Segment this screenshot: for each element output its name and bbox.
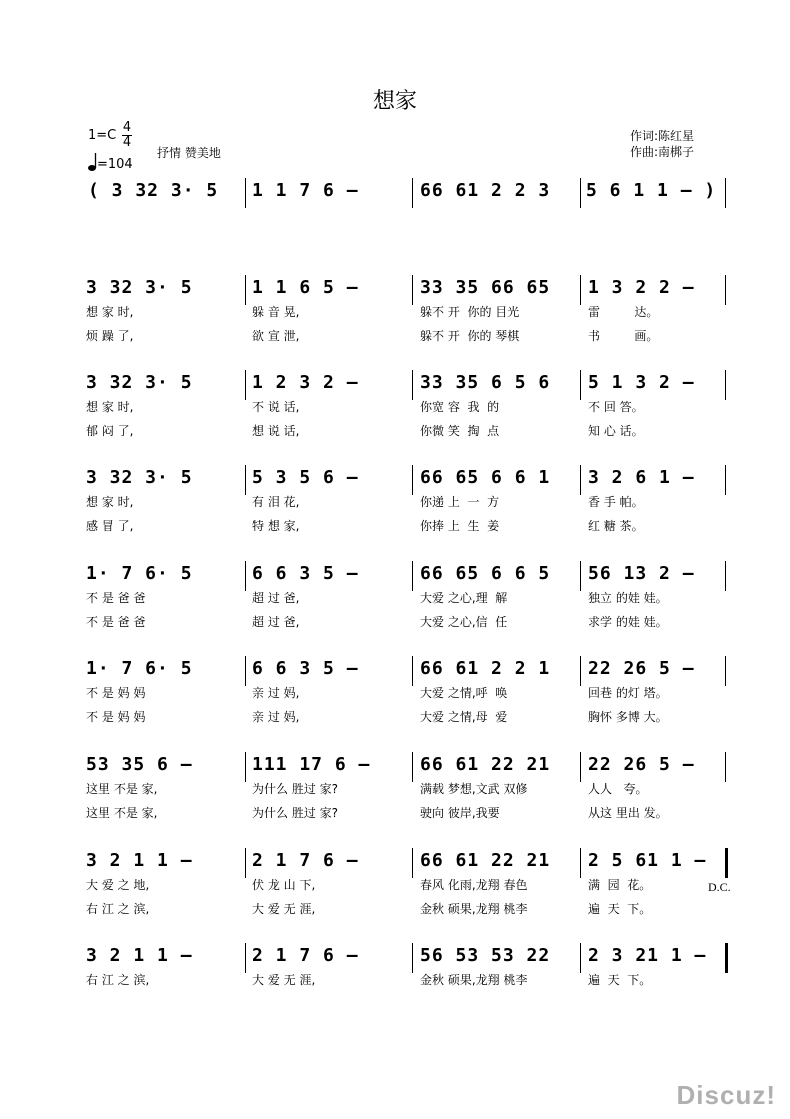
intro-measure-2: 1 1 7 6 – (252, 180, 359, 201)
barline (725, 370, 726, 400)
lyric-verse-1: 遍 天 下。 (588, 973, 652, 987)
lyric-verse-2: 为什么 胜过 家? (252, 806, 338, 820)
barline (580, 848, 581, 878)
lyric-verse-2: 感 冒 了, (86, 519, 134, 533)
quarter-note-icon (88, 152, 97, 172)
barline (725, 656, 726, 686)
final-barline (725, 848, 728, 878)
intro-measure-3: 66 61 2 2 3 (420, 180, 551, 201)
barline (580, 943, 581, 973)
lyric-verse-1: 大 爱 无 涯, (252, 973, 316, 987)
barline (245, 370, 246, 400)
measure-notes: 33 35 66 65 (420, 277, 551, 298)
measure-notes: 3 2 6 1 – (588, 467, 695, 488)
barline (412, 275, 413, 305)
measure-notes: 1 2 3 2 – (252, 372, 359, 393)
lyric-verse-2: 红 糖 茶。 (588, 519, 644, 533)
lyric-verse-1: 回巷 的灯 塔。 (588, 686, 668, 700)
barline (580, 275, 581, 305)
lyric-verse-2: 大爱 之情,母 爱 (420, 710, 508, 724)
measure-notes: 66 61 2 2 1 (420, 658, 551, 679)
intro-measure-4: 5 6 1 1 – ) (586, 180, 717, 201)
barline (725, 752, 726, 782)
key-signature: 1=C (88, 128, 117, 143)
measure-notes: 22 26 5 – (588, 658, 695, 679)
lyric-verse-1: 右 江 之 滨, (86, 973, 150, 987)
barline (725, 275, 726, 305)
lyric-verse-2: 大爱 之心,信 任 (420, 615, 508, 629)
lyric-verse-2: 这里 不是 家, (86, 806, 158, 820)
lyric-verse-1: 亲 过 妈, (252, 686, 300, 700)
measure-notes: 2 1 7 6 – (252, 945, 359, 966)
barline (412, 752, 413, 782)
barline (245, 943, 246, 973)
barline (725, 465, 726, 495)
lyric-verse-2: 你微 笑 掏 点 (420, 424, 500, 438)
barline (725, 561, 726, 591)
measure-notes: 53 35 6 – (86, 754, 193, 775)
barline (412, 370, 413, 400)
measure-notes: 1· 7 6· 5 (86, 658, 193, 679)
lyric-verse-2: 金秋 硕果,龙翔 桃李 (420, 902, 528, 916)
lyric-verse-1: 人人 夸。 (588, 782, 648, 796)
song-title: 想家 (372, 89, 417, 114)
measure-notes: 2 3 21 1 – (588, 945, 707, 966)
measure-notes: 66 61 22 21 (420, 850, 551, 871)
lyric-verse-2: 书 画。 (588, 329, 659, 343)
lyric-verse-2: 不 是 妈 妈 (86, 710, 146, 724)
lyric-verse-1: 雷 达。 (588, 305, 659, 319)
lyric-verse-2: 超 过 爸, (252, 615, 300, 629)
lyricist: 作词:陈红星 (630, 129, 695, 143)
lyric-verse-1: 为什么 胜过 家? (252, 782, 338, 796)
lyric-verse-1: 你宽 容 我 的 (420, 400, 500, 414)
lyric-verse-1: 你递 上 一 方 (420, 495, 500, 509)
barline (245, 275, 246, 305)
measure-notes: 66 65 6 6 5 (420, 563, 551, 584)
measure-notes: 66 61 22 21 (420, 754, 551, 775)
measure-notes: 2 5 61 1 – (588, 850, 707, 871)
lyric-verse-2: 求学 的娃 娃。 (588, 615, 668, 629)
lyric-verse-2: 不 是 爸 爸 (86, 615, 146, 629)
lyric-verse-1: 有 泪 花, (252, 495, 300, 509)
lyric-verse-2: 想 说 话, (252, 424, 300, 438)
measure-notes: 6 6 3 5 – (252, 658, 359, 679)
lyric-verse-1: 伏 龙 山 下, (252, 878, 316, 892)
lyric-verse-2: 从这 里出 发。 (588, 806, 668, 820)
lyric-verse-2: 右 江 之 滨, (86, 902, 150, 916)
composer: 作曲:南梆子 (630, 145, 695, 159)
meter-top: 4 (122, 120, 132, 135)
measure-notes: 66 65 6 6 1 (420, 467, 551, 488)
barline (245, 561, 246, 591)
lyric-verse-1: 不 说 话, (252, 400, 300, 414)
lyric-verse-2: 烦 躁 了, (86, 329, 134, 343)
barline (412, 561, 413, 591)
barline (245, 656, 246, 686)
lyric-verse-1: 大爱 之心,理 解 (420, 591, 508, 605)
measure-notes: 3 32 3· 5 (86, 467, 193, 488)
lyric-verse-1: 想 家 时, (86, 400, 134, 414)
lyric-verse-1: 满载 梦想,文武 双修 (420, 782, 528, 796)
lyric-verse-2: 躲不 开 你的 琴棋 (420, 329, 520, 343)
measure-notes: 33 35 6 5 6 (420, 372, 551, 393)
measure-notes: 3 2 1 1 – (86, 850, 193, 871)
lyric-verse-2: 郁 闷 了, (86, 424, 134, 438)
tempo-marking (88, 152, 133, 172)
barline (245, 752, 246, 782)
measure-notes: 1 1 6 5 – (252, 277, 359, 298)
barline (580, 561, 581, 591)
lyric-verse-2: 特 想 家, (252, 519, 300, 533)
final-barline (725, 943, 728, 973)
barline (580, 465, 581, 495)
measure-notes: 1 3 2 2 – (588, 277, 695, 298)
lyric-verse-1: 金秋 硕果,龙翔 桃李 (420, 973, 528, 987)
measure-notes: 111 17 6 – (252, 754, 371, 775)
lyric-verse-1: 想 家 时, (86, 305, 134, 319)
lyric-verse-2: 胸怀 多博 大。 (588, 710, 668, 724)
measure-notes: 5 3 5 6 – (252, 467, 359, 488)
barline (412, 178, 413, 208)
time-signature (120, 121, 134, 150)
barline (412, 465, 413, 495)
lyric-verse-1: 想 家 时, (86, 495, 134, 509)
lyric-verse-2: 遍 天 下。 (588, 902, 652, 916)
lyric-verse-2: 亲 过 妈, (252, 710, 300, 724)
lyric-verse-1: 大爱 之情,呼 唤 (420, 686, 508, 700)
lyric-verse-2: 你捧 上 生 姜 (420, 519, 500, 533)
tempo-value: =104 (97, 157, 133, 172)
measure-notes: 56 53 53 22 (420, 945, 551, 966)
forum-logo: Discuz! (676, 1080, 776, 1110)
meter-bottom: 4 (122, 135, 132, 150)
measure-notes: 56 13 2 – (588, 563, 695, 584)
measure-notes: 6 6 3 5 – (252, 563, 359, 584)
measure-notes: 3 32 3· 5 (86, 277, 193, 298)
intro-measure-1: ( 3 32 3· 5 (88, 180, 219, 201)
barline (580, 656, 581, 686)
measure-notes: 2 1 7 6 – (252, 850, 359, 871)
lyric-verse-1: 独立 的娃 娃。 (588, 591, 668, 605)
measure-notes: 22 26 5 – (588, 754, 695, 775)
lyric-verse-1: 超 过 爸, (252, 591, 300, 605)
lyric-verse-1: 大 爱 之 地, (86, 878, 150, 892)
lyric-verse-1: 躲 音 晃, (252, 305, 300, 319)
credits (630, 128, 694, 160)
lyric-verse-2: 大 爱 无 涯, (252, 902, 316, 916)
lyric-verse-1: 春风 化雨,龙翔 春色 (420, 878, 528, 892)
lyric-verse-2: 驶向 彼岸,我要 (420, 806, 500, 820)
lyric-verse-2: 知 心 话。 (588, 424, 644, 438)
barline (580, 370, 581, 400)
measure-notes: 1· 7 6· 5 (86, 563, 193, 584)
lyric-verse-1: 满 园 花。 (588, 878, 652, 892)
lyric-verse-1: 这里 不是 家, (86, 782, 158, 796)
barline (245, 465, 246, 495)
lyric-verse-1: 不 是 爸 爸 (86, 591, 146, 605)
barline (412, 656, 413, 686)
barline (412, 848, 413, 878)
dc-marking: D.C. (708, 880, 731, 894)
lyric-verse-1: 不 是 妈 妈 (86, 686, 146, 700)
lyric-verse-2: 欲 宣 泄, (252, 329, 300, 343)
expression-mark: 抒情 赞美地 (157, 146, 221, 160)
measure-notes: 3 32 3· 5 (86, 372, 193, 393)
measure-notes: 3 2 1 1 – (86, 945, 193, 966)
lyric-verse-1: 不 回 答。 (588, 400, 644, 414)
barline (725, 178, 726, 208)
measure-notes: 5 1 3 2 – (588, 372, 695, 393)
barline (580, 752, 581, 782)
barline (580, 178, 581, 208)
lyric-verse-1: 躲不 开 你的 目光 (420, 305, 520, 319)
barline (245, 848, 246, 878)
barline (412, 943, 413, 973)
barline (245, 178, 246, 208)
lyric-verse-1: 香 手 帕。 (588, 495, 644, 509)
